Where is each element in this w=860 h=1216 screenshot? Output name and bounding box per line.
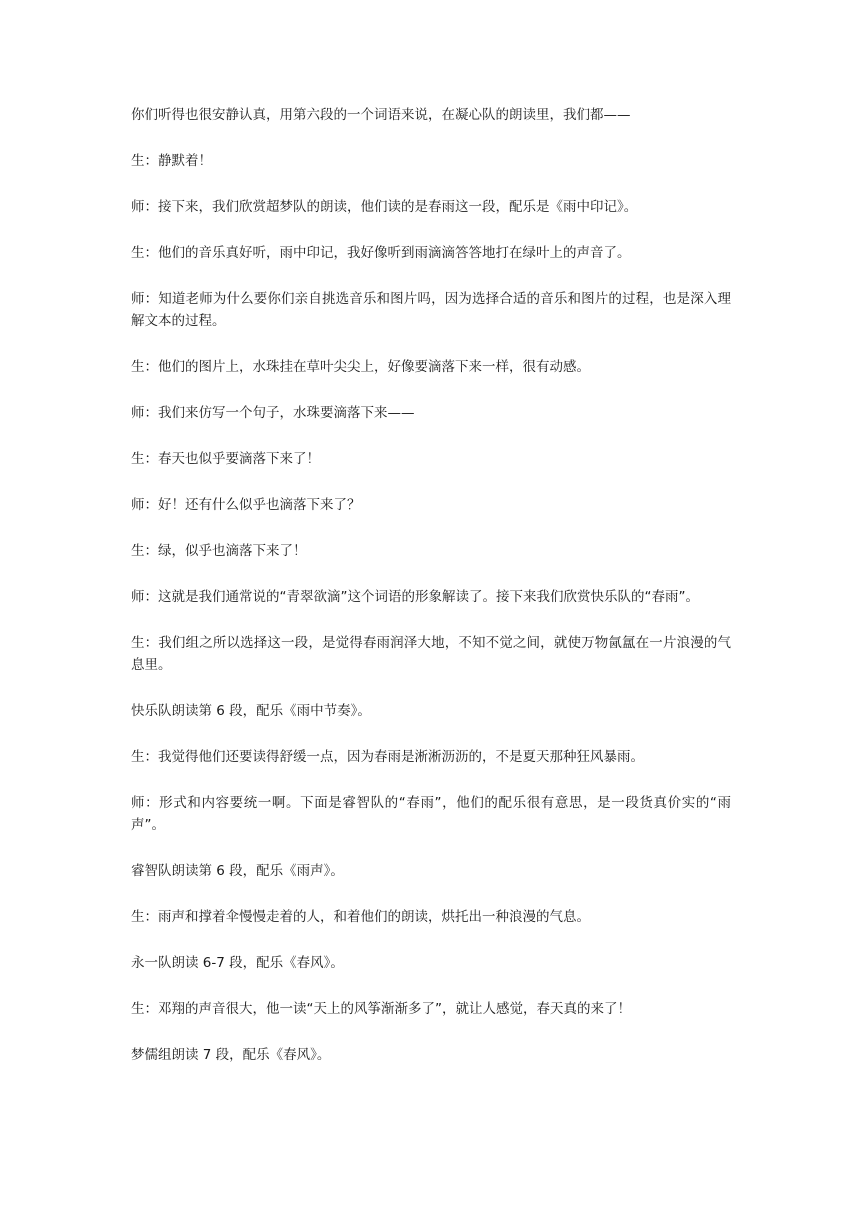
- paragraph: 睿智队朗读第 6 段，配乐《雨声》。: [131, 863, 344, 879]
- paragraph: 生：春天也似乎要滴落下来了！: [131, 451, 320, 467]
- paragraph: 生：我觉得他们还要读得舒缓一点，因为春雨是淅淅沥沥的，不是夏天那种狂风暴雨。: [131, 749, 644, 765]
- document-body: [131, 104, 731, 1090]
- paragraph: 师：形式和内容要统一啊。下面是睿智队的“春雨”，他们的配乐很有意思，是一段货真价实的“雨声”。: [131, 795, 731, 833]
- paragraph: 永一队朗读 6-7 段，配乐《春风》。: [131, 955, 344, 971]
- paragraph: 快乐队朗读第 6 段，配乐《雨中节奏》。: [131, 703, 371, 719]
- paragraph: 生：雨声和撑着伞慢慢走着的人，和着他们的朗读，烘托出一种浪漫的气息。: [131, 909, 590, 925]
- paragraph: 师：好！还有什么似乎也滴落下来了？: [131, 497, 361, 513]
- paragraph: 师：知道老师为什么要你们亲自挑选音乐和图片吗，因为选择合适的音乐和图片的过程，也是深入理解文本的过程。: [131, 291, 731, 329]
- paragraph: 生：静默着！: [131, 153, 212, 169]
- paragraph: 师：接下来，我们欣赏超梦队的朗读，他们读的是春雨这一段，配乐是《雨中印记》。: [131, 199, 638, 215]
- paragraph: 生：邓翔的声音很大，他一读“天上的风筝渐渐多了”，就让人感觉，春天真的来了！: [131, 1001, 631, 1017]
- paragraph: 生：我们组之所以选择这一段，是觉得春雨润泽大地，不知不觉之间，就使万物氤氲在一片浪漫的气息里。: [131, 635, 731, 673]
- paragraph: 梦儒组朗读 7 段，配乐《春风》。: [131, 1047, 331, 1063]
- paragraph: 生：他们的图片上，水珠挂在草叶尖尖上，好像要滴落下来一样，很有动感。: [131, 359, 590, 375]
- paragraph: 生：绿，似乎也滴落下来了！: [131, 543, 307, 559]
- paragraph: 生：他们的音乐真好听，雨中印记，我好像听到雨滴滴答答地打在绿叶上的声音了。: [131, 245, 631, 261]
- paragraph: 你们听得也很安静认真，用第六段的一个词语来说，在凝心队的朗读里，我们都——: [131, 107, 631, 123]
- paragraph: 师：这就是我们通常说的“青翠欲滴”这个词语的形象解读了。接下来我们欣赏快乐队的“春雨”。: [131, 589, 699, 605]
- paragraph: 师：我们来仿写一个句子，水珠要滴落下来——: [131, 405, 415, 421]
